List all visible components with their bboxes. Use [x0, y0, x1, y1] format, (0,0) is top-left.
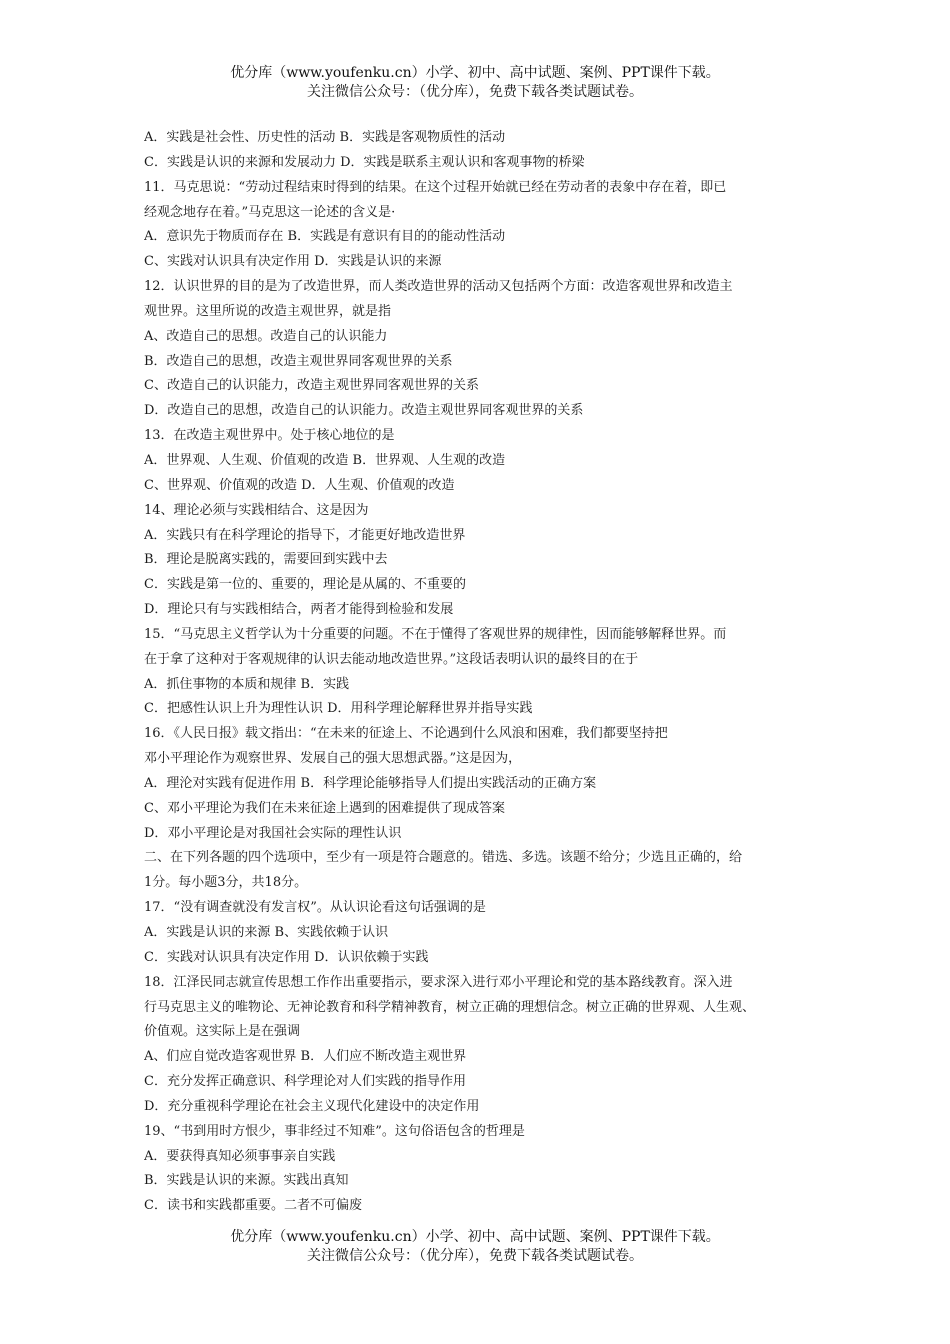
text-line: A．实践只有在科学理论的指导下，才能更好地改造世界 — [144, 527, 466, 543]
text-line: C．充分发挥正确意识、科学理论对人们实践的指导作用 — [144, 1074, 466, 1090]
text-line: 14、理论必须与实践相结合、这是因为 — [144, 502, 369, 518]
text-line: 行马克思主义的唯物论、无神论教育和科学精神教育，树立正确的理想信念。树立正确的世界观、人生观、 — [144, 999, 756, 1015]
text-line: 15．“马克思主义哲学认为十分重要的问题。不在于懂得了客观世界的规律性，因而能够解释世界。而 — [144, 626, 727, 642]
text-line: A．意识先于物质而存在 B．实践是有意识有目的的能动性活动 — [144, 229, 506, 245]
text-line: C．实践是认识的来源和发展动力 D．实践是联系主观认识和客观事物的桥梁 — [144, 154, 585, 170]
text-line: 观世界。这里所说的改造主观世界，就是指 — [144, 303, 392, 319]
text-line: D．充分重视科学理论在社会主义现代化建设中的决定作用 — [144, 1098, 480, 1114]
text-line: B．实践是认识的来源。实践出真知 — [144, 1173, 349, 1189]
header-line-1: 优分库（www.youfenku.cn）小学、初中、高中试题、案例、PPT课件下载。 — [230, 65, 720, 81]
text-line: C、改造自己的认识能力，改造主观世界同客观世界的关系 — [144, 378, 479, 394]
text-line: A．理沦对实践有促进作用 B．科学理论能够指导人们提出实践活动的正确方案 — [144, 775, 597, 791]
text-line: 18．江泽民同志就宣传思想工作作出重要指示，要求深入进行邓小平理论和党的基本路线教育。深入进 — [144, 974, 733, 990]
text-line: 19、“书到用时方恨少，事非经过不知难”。这句俗语包含的哲理是 — [144, 1123, 525, 1139]
question-body — [144, 126, 820, 1219]
page-header — [0, 64, 950, 102]
text-line: C．实践对认识具有决定作用 D．认识依赖于实践 — [144, 949, 429, 965]
text-line: 17．“没有调查就没有发言权”。从认识论看这句话强调的是 — [144, 900, 486, 916]
text-line: C．把感性认识上升为理性认识 D．用科学理论解释世界并指导实践 — [144, 701, 533, 717]
text-line: 1分。每小题3分，共18分。 — [144, 875, 308, 891]
text-line: C、世界观、价值观的改造 D．人生观、价值观的改造 — [144, 477, 455, 493]
text-line: A．抓住事物的本质和规律 B．实践 — [144, 676, 350, 692]
text-line: A．实践是认识的来源 B、实践依赖于认识 — [144, 925, 389, 940]
text-line: C．读书和实践都重要。二者不可偏废 — [144, 1198, 362, 1214]
text-line: 在于拿了这种对于客观规律的认识去能动地改造世界。”这段话表明认识的最终目的在于 — [144, 651, 639, 667]
text-line: 16．《人民日报》载文指出：“在未来的征途上、不论遇到什么风浪和困难，我们都要坚持把 — [144, 726, 668, 742]
footer-line-1: 优分库（www.youfenku.cn）小学、初中、高中试题、案例、PPT课件下载。 — [230, 1229, 720, 1245]
text-line: 13．在改造主观世界中。处于核心地位的是 — [144, 428, 395, 444]
text-line: D．理论只有与实践相结合，两者才能得到检验和发展 — [144, 602, 454, 618]
text-line: A．要获得真知必须事事亲自实践 — [144, 1148, 336, 1164]
text-line: A．世界观、人生观、价值观的改造 B．世界观、人生观的改造 — [144, 452, 506, 468]
text-line: 12．认识世界的目的是为了改造世界，而人类改造世界的活动又包括两个方面：改造客观世界和改造主 — [144, 279, 733, 295]
text-line: 邓小平理论作为观察世界、发展自己的强大思想武器。”这是因为， — [144, 751, 522, 767]
page-footer — [0, 1228, 950, 1266]
text-line: C、邓小平理论为我们在未来征途上遇到的困难提供了现成答案 — [144, 800, 505, 816]
text-line: A、改造自己的思想。改造自己的认识能力 — [144, 328, 388, 344]
footer-line-2: 关注微信公众号：（优分库），免费下载各类试题试卷。 — [307, 1248, 643, 1264]
text-line: 二、在下列各题的四个选项中，至少有一项是符合题意的。错选、多选。该题不给分；少选且正确的，给 — [144, 850, 743, 866]
text-line: C、实践对认识具有决定作用 D．实践是认识的来源 — [144, 254, 442, 270]
text-line: D．邓小平理论是对我国社会实际的理性认识 — [144, 825, 402, 841]
text-line: C．实践是第一位的、重要的，理论是从属的、不重要的 — [144, 577, 466, 593]
text-line: A、们应自觉改造客观世界 B．人们应不断改造主观世界 — [144, 1049, 467, 1065]
text-line: B．改造自己的思想，改造主观世界同客观世界的关系 — [144, 353, 453, 369]
text-line: D．改造自己的思想，改造自己的认识能力。改造主观世界同客观世界的关系 — [144, 403, 584, 419]
text-line: B．理论是脱离实践的，需要回到实践中去 — [144, 552, 388, 568]
text-line: 价值观。这实际上是在强调 — [144, 1024, 301, 1040]
text-line: A．实践是社会性、历史性的活动 B．实践是客观物质性的活动 — [144, 130, 506, 145]
text-line: 经观念地存在着。”马克思这一论述的含义是· — [144, 204, 396, 220]
header-line-2: 关注微信公众号：（优分库），免费下载各类试题试卷。 — [307, 84, 643, 100]
text-line: 11．马克思说：“劳动过程结束时得到的结果。在这个过程开始就已经在劳动者的表象中存在着，即已 — [144, 179, 727, 195]
